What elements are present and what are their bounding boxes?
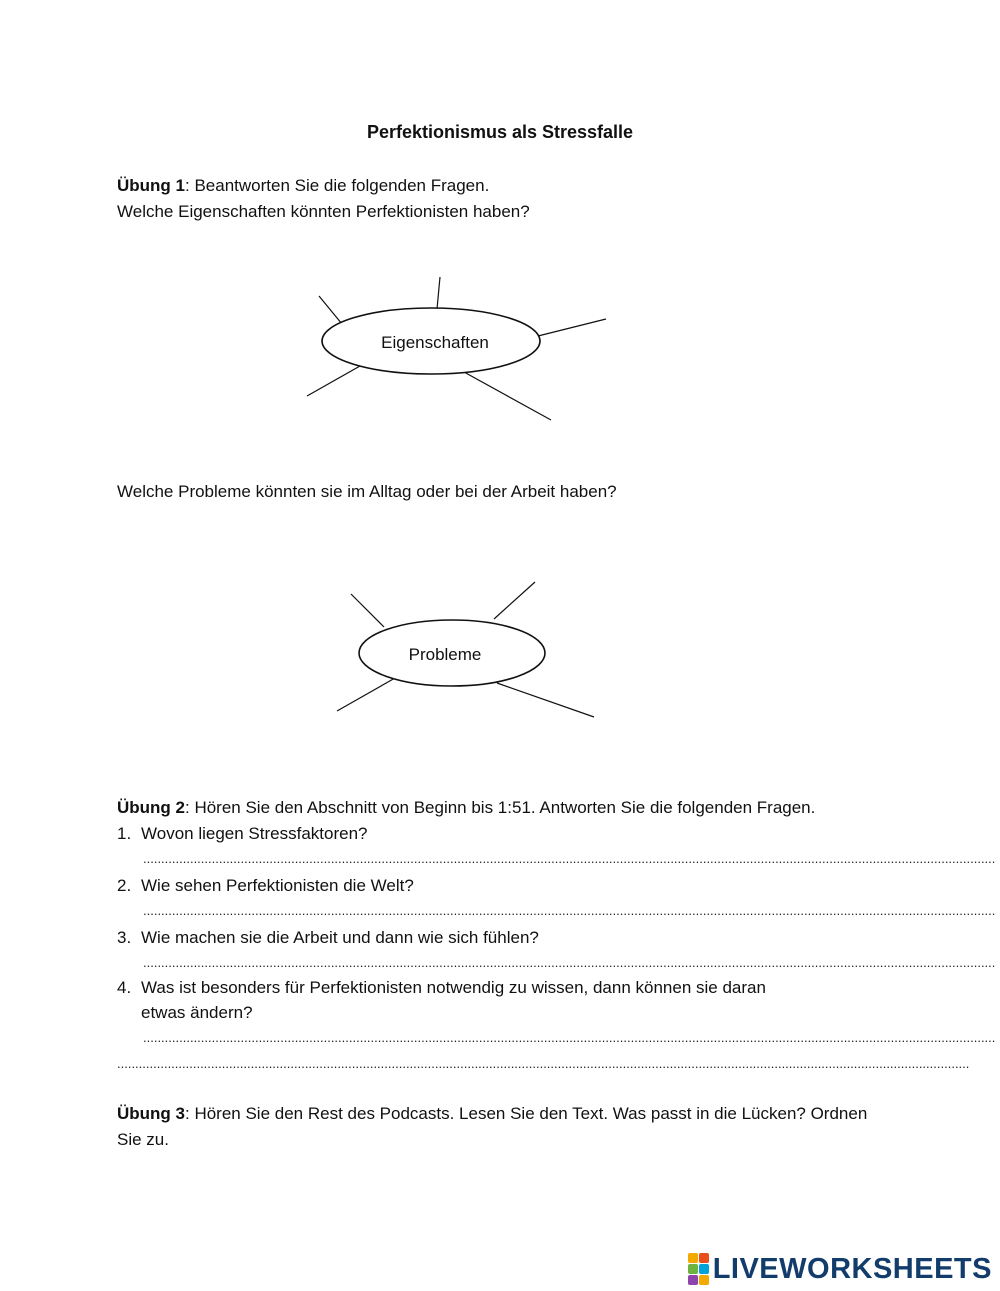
exercise3-heading bbox=[117, 1104, 867, 1124]
answer-line-3[interactable]: ............................................................................................................................................................................................................................................ bbox=[143, 955, 996, 970]
mindmap-branch[interactable] bbox=[538, 319, 606, 336]
question-number: 2. bbox=[117, 876, 132, 895]
mindmap-node-properties-label: Eigenschaften bbox=[381, 333, 489, 352]
mindmap-branch[interactable] bbox=[307, 366, 360, 396]
question-number: 4. bbox=[117, 978, 132, 997]
mindmap-branch[interactable] bbox=[437, 277, 440, 309]
mindmap-branch[interactable] bbox=[351, 594, 384, 627]
mindmap-branch[interactable] bbox=[337, 678, 395, 711]
mindmap-branch[interactable] bbox=[497, 683, 594, 717]
mindmap-properties bbox=[307, 277, 606, 420]
exercise3-label: Übung 3 bbox=[117, 1104, 185, 1123]
answer-line-4b[interactable]: ............................................................................................................................................................................................................................................ bbox=[117, 1056, 970, 1071]
answer-line-2[interactable]: ............................................................................................................................................................................................................................................ bbox=[143, 903, 996, 918]
mindmap-branch[interactable] bbox=[494, 582, 535, 619]
question-text: Wie machen sie die Arbeit und dann wie sich fühlen? bbox=[141, 928, 539, 947]
exercise3-instruction: : Hören Sie den Rest des Podcasts. Lesen Sie den Text. Was passt in die Lücken? Ordnen bbox=[185, 1104, 868, 1123]
mindmap-branch[interactable] bbox=[319, 296, 342, 324]
mindmap-branch[interactable] bbox=[464, 372, 551, 420]
exercise2-question-4-continued: etwas ändern? bbox=[141, 1003, 253, 1022]
liveworksheets-logo[interactable] bbox=[688, 1252, 992, 1286]
answer-line-1[interactable]: ............................................................................................................................................................................................................................................ bbox=[143, 851, 996, 866]
exercise2-question-3 bbox=[117, 928, 539, 948]
question-text: Was ist besonders für Perfektionisten notwendig zu wissen, dann können sie daran bbox=[141, 978, 766, 997]
question-number: 1. bbox=[117, 824, 132, 843]
question-text: Wovon liegen Stressfaktoren? bbox=[141, 824, 368, 843]
mindmap-problems bbox=[337, 582, 594, 717]
exercise2-question-2 bbox=[117, 876, 414, 896]
exercise1-label: Übung 1 bbox=[117, 176, 185, 195]
answer-line-4a[interactable]: ............................................................................................................................................................................................................................................ bbox=[143, 1030, 996, 1045]
exercise1-instruction: : Beantworten Sie die folgenden Fragen. bbox=[185, 176, 490, 195]
logo-blocks-icon bbox=[688, 1253, 709, 1285]
exercise2-instruction: : Hören Sie den Abschnitt von Beginn bis 1:51. Antworten Sie die folgenden Fragen. bbox=[185, 798, 816, 817]
exercise3-instruction-continued: Sie zu. bbox=[117, 1130, 169, 1149]
logo-text: LIVEWORKSHEETS bbox=[712, 1252, 992, 1285]
exercise2-question-1 bbox=[117, 824, 367, 844]
question-number: 3. bbox=[117, 928, 132, 947]
exercise2-question-4 bbox=[117, 978, 766, 998]
exercise1-question-properties: Welche Eigenschaften könnten Perfektionisten haben? bbox=[117, 202, 530, 221]
exercise1-question-problems: Welche Probleme könnten sie im Alltag oder bei der Arbeit haben? bbox=[117, 482, 617, 501]
question-text: Wie sehen Perfektionisten die Welt? bbox=[141, 876, 414, 895]
page-title: Perfektionismus als Stressfalle bbox=[366, 122, 634, 142]
exercise2-label: Übung 2 bbox=[117, 798, 185, 817]
mindmap-node-problems-label: Probleme bbox=[408, 645, 482, 664]
exercise2-heading bbox=[117, 798, 815, 818]
